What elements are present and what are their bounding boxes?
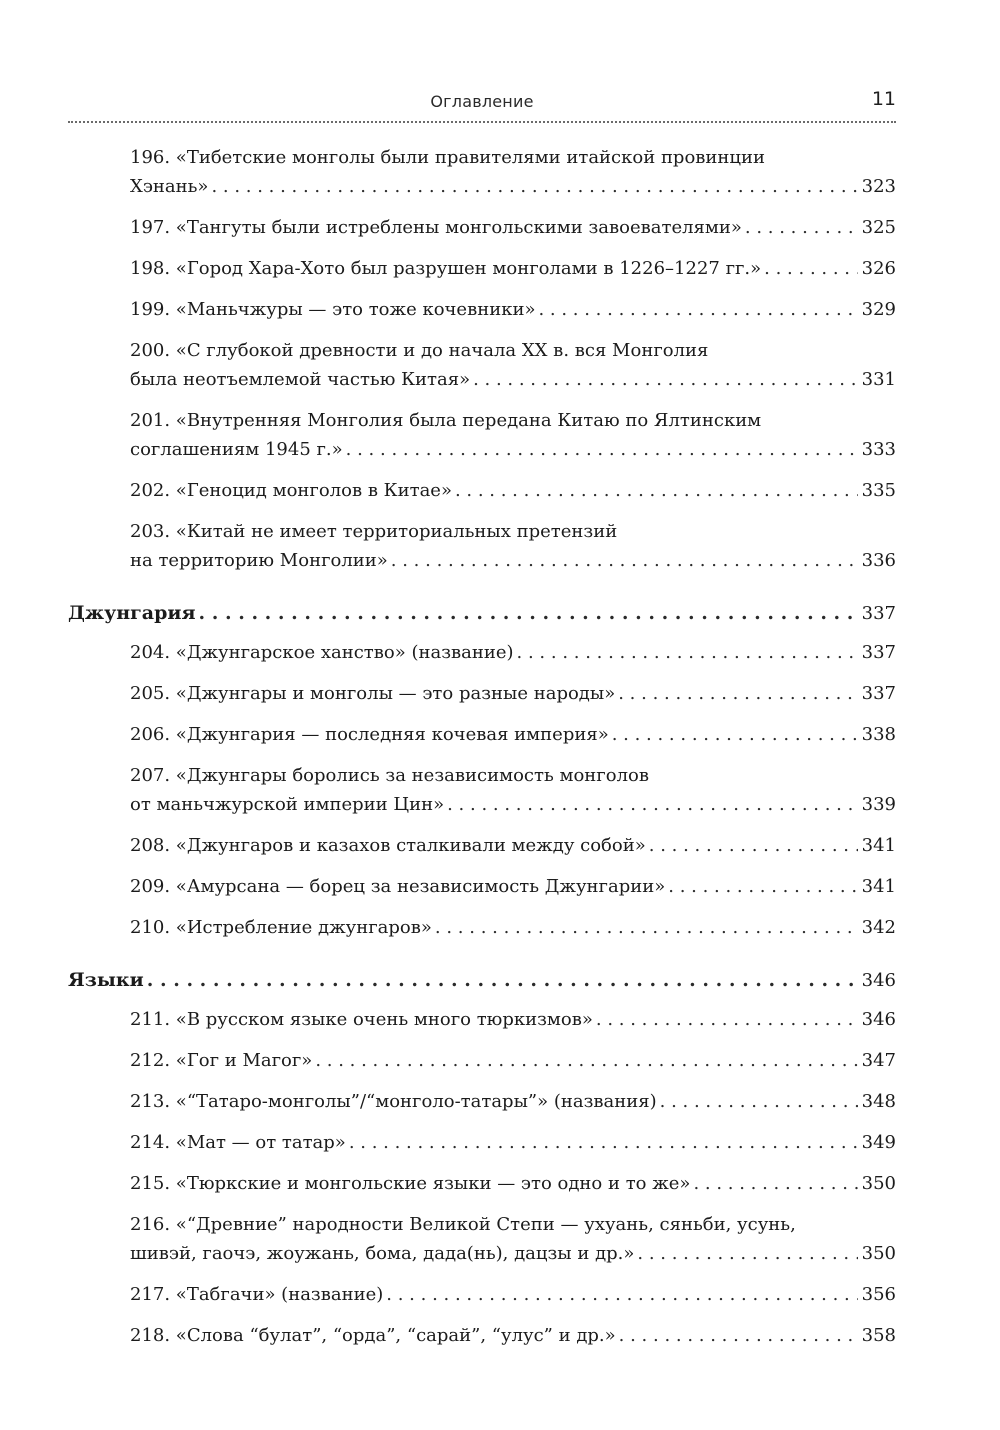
toc-entry bbox=[130, 1005, 896, 1034]
toc-entry-line: 203. «Китай не имеет территориальных претензий bbox=[130, 521, 618, 542]
toc-entry-final-line bbox=[130, 790, 896, 819]
toc-entry-line: 216. «“Древние” народности Великой Степи — ухуань, сяньби, усунь, bbox=[130, 1214, 796, 1235]
toc-entry-title: 215. «Тюркские и монгольские языки — это одно и то же» bbox=[130, 1173, 691, 1194]
toc-page-number: 337 bbox=[861, 603, 896, 624]
toc-entry-title: 206. «Джунгария — последняя кочевая империя» bbox=[130, 724, 609, 745]
toc-entry-final-line bbox=[130, 1128, 896, 1157]
toc-entry-final-line bbox=[68, 599, 896, 628]
dot-leader bbox=[211, 172, 857, 201]
toc-page-number: 329 bbox=[861, 299, 896, 320]
header-title: Оглавление bbox=[430, 92, 534, 111]
toc-entry bbox=[130, 872, 896, 901]
toc-entry-title: от маньчжурской империи Цин» bbox=[130, 794, 445, 815]
toc-entry bbox=[130, 336, 896, 394]
toc-page-number: 337 bbox=[861, 642, 896, 663]
toc-entry-title: 211. «В русском языке очень много тюркизмов» bbox=[130, 1009, 593, 1030]
toc-page-number: 338 bbox=[861, 724, 896, 745]
toc-page-number: 350 bbox=[861, 1243, 896, 1264]
toc-entry-final-line bbox=[130, 913, 896, 942]
toc-entry-final-line bbox=[130, 679, 896, 708]
toc-entry-title: соглашениям 1945 г.» bbox=[130, 439, 343, 460]
toc-entry-final-line bbox=[68, 966, 896, 995]
toc-section bbox=[68, 599, 896, 628]
table-of-contents bbox=[68, 143, 896, 1350]
toc-page-number: 346 bbox=[861, 970, 896, 991]
toc-entry-title: 208. «Джунгаров и казахов сталкивали между собой» bbox=[130, 835, 646, 856]
toc-entry bbox=[130, 831, 896, 860]
dot-leader bbox=[618, 679, 857, 708]
dot-leader bbox=[649, 831, 858, 860]
toc-entry-final-line bbox=[130, 365, 896, 394]
toc-entry bbox=[130, 143, 896, 201]
toc-entry-title: 209. «Амурсана — борец за независимость Джунгарии» bbox=[130, 876, 666, 897]
dot-leader bbox=[745, 213, 858, 242]
toc-entry-title: 218. «Слова “булат”, “орда”, “сарай”, “улус” и др.» bbox=[130, 1325, 616, 1346]
toc-entry-final-line bbox=[130, 1169, 896, 1198]
toc-entry bbox=[130, 761, 896, 819]
toc-page-number: 335 bbox=[861, 480, 896, 501]
toc-entry-final-line bbox=[130, 295, 896, 324]
dot-leader bbox=[391, 546, 858, 575]
toc-page-number: 326 bbox=[861, 258, 896, 279]
dot-leader bbox=[538, 295, 857, 324]
toc-entry-final-line bbox=[130, 476, 896, 505]
dot-leader bbox=[660, 1087, 858, 1116]
toc-entry bbox=[130, 638, 896, 667]
toc-page-number: 349 bbox=[861, 1132, 896, 1153]
toc-entry-final-line bbox=[130, 1239, 896, 1268]
dot-leader bbox=[199, 599, 858, 628]
dot-leader bbox=[455, 476, 858, 505]
toc-entry bbox=[130, 1210, 896, 1268]
dot-leader bbox=[346, 435, 858, 464]
toc-entry-final-line bbox=[130, 172, 896, 201]
dot-leader bbox=[447, 790, 858, 819]
toc-entry-final-line bbox=[130, 254, 896, 283]
toc-entry-title: 198. «Город Хара-Хото был разрушен монголами в 1226–1227 гг.» bbox=[130, 258, 762, 279]
dot-leader bbox=[693, 1169, 857, 1198]
toc-entry-final-line bbox=[130, 831, 896, 860]
dot-leader bbox=[612, 720, 858, 749]
toc-page-number: 337 bbox=[861, 683, 896, 704]
toc-entry-line: 196. «Тибетские монголы были правителями итайской провинции bbox=[130, 147, 765, 168]
toc-entry bbox=[130, 1280, 896, 1309]
toc-section-title: Языки bbox=[68, 969, 144, 991]
toc-page-number: 333 bbox=[861, 439, 896, 460]
toc-section bbox=[68, 966, 896, 995]
dot-leader bbox=[147, 966, 858, 995]
toc-entry bbox=[130, 517, 896, 575]
toc-entry-final-line bbox=[130, 638, 896, 667]
toc-entry-title: 213. «“Татаро-монголы”/“монголо-татары”» (названия) bbox=[130, 1091, 657, 1112]
toc-page-number: 350 bbox=[861, 1173, 896, 1194]
toc-entry bbox=[130, 679, 896, 708]
toc-entry-title: 205. «Джунгары и монголы — это разные народы» bbox=[130, 683, 616, 704]
toc-entry-title: 217. «Табгачи» (название) bbox=[130, 1284, 384, 1305]
toc-section-title: Джунгария bbox=[68, 602, 196, 624]
toc-page-number: 341 bbox=[861, 835, 896, 856]
toc-entry-final-line bbox=[130, 1005, 896, 1034]
toc-entry-title: 199. «Маньчжуры — это тоже кочевники» bbox=[130, 299, 536, 320]
toc-entry-line: 200. «С глубокой древности и до начала XX в. вся Монголия bbox=[130, 340, 709, 361]
toc-entry-title: была неотъемлемой частью Китая» bbox=[130, 369, 471, 390]
toc-entry bbox=[130, 1321, 896, 1350]
toc-entry bbox=[130, 254, 896, 283]
toc-entry-title: 197. «Тангуты были истреблены монгольскими завоевателями» bbox=[130, 217, 742, 238]
toc-page-number: 348 bbox=[861, 1091, 896, 1112]
toc-entry bbox=[130, 476, 896, 505]
toc-page-number: 341 bbox=[861, 876, 896, 897]
toc-entry bbox=[130, 913, 896, 942]
header-divider bbox=[68, 121, 896, 123]
toc-entry-final-line bbox=[130, 1280, 896, 1309]
dot-leader bbox=[386, 1280, 857, 1309]
toc-entry-final-line bbox=[130, 872, 896, 901]
toc-entry-line: 207. «Джунгары боролись за независимость монголов bbox=[130, 765, 649, 786]
dot-leader bbox=[435, 913, 858, 942]
toc-page-number: 323 bbox=[861, 176, 896, 197]
toc-entry-final-line bbox=[130, 213, 896, 242]
toc-page-number: 325 bbox=[861, 217, 896, 238]
toc-entry-title: шивэй, гаочэ, жоужань, бома, дада(нь), дацзы и др.» bbox=[130, 1243, 635, 1264]
toc-entry-final-line bbox=[130, 1321, 896, 1350]
toc-entry bbox=[130, 406, 896, 464]
toc-entry-final-line bbox=[130, 435, 896, 464]
toc-page-number: 331 bbox=[861, 369, 896, 390]
toc-entry-title: Хэнань» bbox=[130, 176, 209, 197]
toc-page-number: 342 bbox=[861, 917, 896, 938]
toc-entry bbox=[130, 1046, 896, 1075]
toc-entry bbox=[130, 295, 896, 324]
toc-entry bbox=[130, 1087, 896, 1116]
dot-leader bbox=[315, 1046, 857, 1075]
page-number: 11 bbox=[871, 88, 896, 110]
toc-page-number: 346 bbox=[861, 1009, 896, 1030]
toc-entry-title: 210. «Истребление джунгаров» bbox=[130, 917, 432, 938]
toc-page-number: 358 bbox=[861, 1325, 896, 1346]
toc-entry-title: на территорию Монголии» bbox=[130, 550, 388, 571]
toc-entry bbox=[130, 1128, 896, 1157]
toc-entry-title: 212. «Гог и Магог» bbox=[130, 1050, 313, 1071]
toc-entry-title: 202. «Геноцид монголов в Китае» bbox=[130, 480, 452, 501]
toc-entry-title: 214. «Мат — от татар» bbox=[130, 1132, 346, 1153]
dot-leader bbox=[668, 872, 857, 901]
toc-entry bbox=[130, 213, 896, 242]
toc-entry bbox=[130, 720, 896, 749]
dot-leader bbox=[637, 1239, 857, 1268]
toc-page-number: 347 bbox=[861, 1050, 896, 1071]
toc-entry-final-line bbox=[130, 720, 896, 749]
dot-leader bbox=[764, 254, 857, 283]
toc-page-number: 336 bbox=[861, 550, 896, 571]
dot-leader bbox=[619, 1321, 858, 1350]
toc-entry-final-line bbox=[130, 546, 896, 575]
dot-leader bbox=[517, 638, 858, 667]
running-header bbox=[68, 86, 896, 120]
dot-leader bbox=[596, 1005, 858, 1034]
toc-entry bbox=[130, 1169, 896, 1198]
toc-entry-title: 204. «Джунгарское ханство» (название) bbox=[130, 642, 514, 663]
toc-page-number: 356 bbox=[861, 1284, 896, 1305]
toc-entry-line: 201. «Внутренняя Монголия была передана Китаю по Ялтинским bbox=[130, 410, 762, 431]
dot-leader bbox=[349, 1128, 858, 1157]
toc-entry-final-line bbox=[130, 1046, 896, 1075]
toc-entry-final-line bbox=[130, 1087, 896, 1116]
toc-page-number: 339 bbox=[861, 794, 896, 815]
dot-leader bbox=[473, 365, 858, 394]
